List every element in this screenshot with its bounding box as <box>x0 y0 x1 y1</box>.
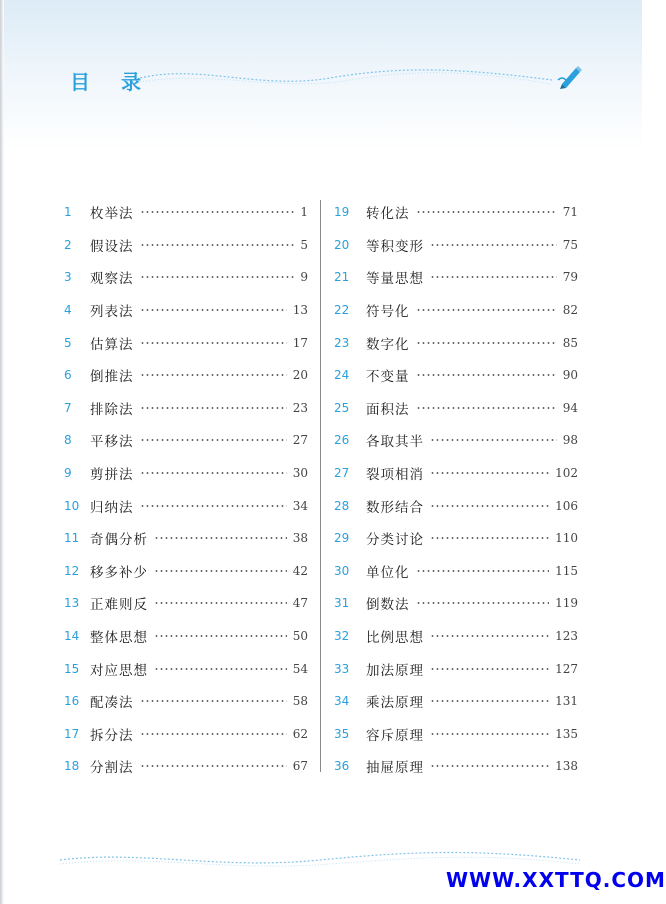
toc-entry-title: 加法原理 <box>366 662 424 679</box>
toc-entry-title: 剪拼法 <box>90 467 134 484</box>
toc-entry[interactable] <box>64 326 308 359</box>
toc-entry-page: 67 <box>292 759 308 774</box>
toc-entry-number: 17 <box>64 726 80 741</box>
toc-entry-title: 正难则反 <box>90 597 148 614</box>
toc-entry-page: 58 <box>292 694 308 709</box>
toc-entry[interactable] <box>334 652 578 685</box>
toc-entry-number: 31 <box>334 596 350 611</box>
toc-entry-number: 15 <box>64 661 80 676</box>
toc-entry[interactable] <box>334 457 578 490</box>
toc-entry[interactable] <box>334 196 578 229</box>
dot-leader <box>140 342 287 344</box>
toc-entry-number: 28 <box>334 498 350 513</box>
dot-leader <box>416 309 557 311</box>
toc-entry[interactable] <box>64 359 308 392</box>
dot-leader <box>416 374 557 376</box>
toc-entry-page: 17 <box>292 335 308 350</box>
toc-entry-page: 27 <box>292 433 308 448</box>
toc-entry-number: 16 <box>64 694 80 709</box>
dot-leader <box>154 635 287 637</box>
dot-leader <box>430 537 549 539</box>
toc-entry-page: 135 <box>555 726 578 741</box>
toc-column-left <box>64 196 308 783</box>
column-divider <box>320 200 321 772</box>
toc-entry-number: 23 <box>334 335 350 350</box>
toc-entry-number: 18 <box>64 759 80 774</box>
toc-entry-page: 115 <box>555 563 578 578</box>
toc-entry-number: 19 <box>334 205 350 220</box>
toc-entry-title: 观察法 <box>90 271 134 288</box>
toc-entry-number: 21 <box>334 270 350 285</box>
toc-entry[interactable] <box>334 489 578 522</box>
toc-entry-title: 转化法 <box>366 206 410 223</box>
toc-entry[interactable] <box>64 196 308 229</box>
toc-entry-title: 拆分法 <box>90 727 134 744</box>
toc-entry-page: 34 <box>292 498 308 513</box>
toc-entry-title: 倒推法 <box>90 369 134 386</box>
dot-leader <box>140 439 287 441</box>
toc-entry-number: 26 <box>334 433 350 448</box>
dot-leader <box>430 700 549 702</box>
dot-leader <box>416 407 557 409</box>
toc-entry-number: 8 <box>64 433 72 448</box>
toc-entry-page: 110 <box>555 531 578 546</box>
toc-entry[interactable] <box>334 294 578 327</box>
toc-entry[interactable] <box>64 294 308 327</box>
page-edge-shadow <box>0 0 4 904</box>
toc-entry[interactable] <box>64 457 308 490</box>
toc-entry-title: 归纳法 <box>90 499 134 516</box>
toc-column-right <box>334 196 578 783</box>
dot-leader <box>430 505 549 507</box>
toc-entry-title: 倒数法 <box>366 597 410 614</box>
toc-entry[interactable] <box>64 489 308 522</box>
toc-entry-title: 奇偶分析 <box>90 532 148 549</box>
toc-entry-page: 123 <box>555 629 578 644</box>
toc-entry-number: 7 <box>64 400 72 415</box>
toc-entry[interactable] <box>334 392 578 425</box>
toc-entry[interactable] <box>334 229 578 262</box>
toc-entry-number: 24 <box>334 368 350 383</box>
toc-entry-page: 79 <box>562 270 578 285</box>
toc-entry-title: 比例思想 <box>366 630 424 647</box>
toc-entry[interactable] <box>64 750 308 783</box>
toc-entry-page: 127 <box>555 661 578 676</box>
toc-entry-page: 106 <box>555 498 578 513</box>
toc-entry-number: 35 <box>334 726 350 741</box>
toc-entry-title: 不变量 <box>366 369 410 386</box>
toc-entry-number: 27 <box>334 466 350 481</box>
toc-entry[interactable] <box>334 424 578 457</box>
toc-entry-title: 对应思想 <box>90 662 148 679</box>
toc-entry-title: 乘法原理 <box>366 695 424 712</box>
toc-entry-page: 20 <box>292 368 308 383</box>
toc-entry[interactable] <box>334 359 578 392</box>
dot-leader <box>140 309 287 311</box>
dot-leader <box>154 570 287 572</box>
toc-entry-title: 配凑法 <box>90 695 134 712</box>
toc-entry-page: 138 <box>555 759 578 774</box>
dot-leader <box>430 668 549 670</box>
toc-entry-page: 62 <box>292 726 308 741</box>
toc-entry[interactable] <box>334 685 578 718</box>
toc-entry-page: 102 <box>555 466 578 481</box>
toc-entry[interactable] <box>64 587 308 620</box>
toc-entry-page: 13 <box>292 303 308 318</box>
toc-entry-page: 71 <box>562 205 578 220</box>
toc-entry-number: 20 <box>334 237 350 252</box>
dot-leader <box>140 244 295 246</box>
toc-entry[interactable] <box>64 522 308 555</box>
dot-leader <box>154 668 287 670</box>
dot-leader <box>140 733 287 735</box>
toc-entry-title: 数形结合 <box>366 499 424 516</box>
toc-entry-page: 75 <box>562 237 578 252</box>
toc-entry-number: 3 <box>64 270 72 285</box>
toc-entry-page: 131 <box>555 694 578 709</box>
toc-entry-title: 假设法 <box>90 238 134 255</box>
dot-leader <box>416 570 550 572</box>
toc-entry-number: 2 <box>64 237 72 252</box>
dot-leader <box>154 537 287 539</box>
toc-entry-page: 90 <box>562 368 578 383</box>
dot-leader <box>140 472 287 474</box>
toc-entry-page: 30 <box>292 466 308 481</box>
toc-entry-title: 移多补少 <box>90 564 148 581</box>
toc-entry-number: 1 <box>64 205 72 220</box>
toc-entry-number: 12 <box>64 563 80 578</box>
toc-entry-title: 面积法 <box>366 401 410 418</box>
toc-entry-number: 30 <box>334 563 350 578</box>
toc-entry[interactable] <box>334 718 578 751</box>
toc-entry-title: 容斥原理 <box>366 727 424 744</box>
toc-entry-page: 119 <box>555 596 578 611</box>
toc-entry-title: 分割法 <box>90 760 134 777</box>
toc-entry-page: 9 <box>300 270 308 285</box>
toc-entry-title: 分类讨论 <box>366 532 424 549</box>
toc-entry-page: 94 <box>562 400 578 415</box>
pencil-icon <box>556 62 584 90</box>
toc-entry[interactable] <box>334 522 578 555</box>
toc-entry-number: 14 <box>64 629 80 644</box>
toc-entry-number: 11 <box>64 531 80 546</box>
toc-entry-page: 1 <box>300 205 308 220</box>
toc-entry[interactable] <box>334 261 578 294</box>
toc-entry-title: 枚举法 <box>90 206 134 223</box>
toc-entry-page: 23 <box>292 400 308 415</box>
dot-leader <box>430 439 557 441</box>
toc-entry-number: 10 <box>64 498 80 513</box>
toc-entry[interactable] <box>64 652 308 685</box>
toc-entry-title: 符号化 <box>366 304 410 321</box>
toc-entry[interactable] <box>64 718 308 751</box>
toc-entry-number: 4 <box>64 303 72 318</box>
toc-entry-page: 5 <box>300 237 308 252</box>
toc-entry-number: 33 <box>334 661 350 676</box>
toc-entry-title: 等积变形 <box>366 238 424 255</box>
toc-entry-title: 平移法 <box>90 434 134 451</box>
toc-entry-number: 29 <box>334 531 350 546</box>
dot-leader <box>430 244 557 246</box>
toc-entry[interactable] <box>64 261 308 294</box>
header-wave-decoration <box>140 64 552 90</box>
dot-leader <box>430 765 549 767</box>
toc-entry-page: 54 <box>292 661 308 676</box>
toc-entry[interactable] <box>64 424 308 457</box>
toc-entry-title: 裂项相消 <box>366 467 424 484</box>
page-title: 目 录 <box>70 70 153 94</box>
toc-entry-title: 抽屉原理 <box>366 760 424 777</box>
toc-entry-title: 排除法 <box>90 401 134 418</box>
toc-entry[interactable] <box>64 555 308 588</box>
toc-entry-title: 等量思想 <box>366 271 424 288</box>
toc-entry-title: 列表法 <box>90 304 134 321</box>
toc-entry-number: 22 <box>334 303 350 318</box>
watermark-text: WWW.XXTTQ.COM <box>446 868 666 892</box>
toc-entry-page: 98 <box>562 433 578 448</box>
toc-entry[interactable] <box>64 620 308 653</box>
toc-entry[interactable] <box>64 685 308 718</box>
toc-entry-number: 25 <box>334 400 350 415</box>
toc-entry-page: 38 <box>292 531 308 546</box>
dot-leader <box>416 211 557 213</box>
dot-leader <box>416 342 557 344</box>
toc-entry-page: 85 <box>562 335 578 350</box>
toc-entry[interactable] <box>334 587 578 620</box>
toc-entry-title: 整体思想 <box>90 630 148 647</box>
toc-entry[interactable] <box>334 326 578 359</box>
toc-entry-page: 50 <box>292 629 308 644</box>
dot-leader <box>140 765 287 767</box>
toc-entry-page: 42 <box>292 563 308 578</box>
dot-leader <box>154 602 287 604</box>
dot-leader <box>140 211 295 213</box>
dot-leader <box>416 602 550 604</box>
dot-leader <box>430 276 557 278</box>
toc-entry[interactable] <box>334 750 578 783</box>
toc-entry-number: 13 <box>64 596 80 611</box>
dot-leader <box>430 472 549 474</box>
toc-entry-number: 6 <box>64 368 72 383</box>
toc-entry-page: 82 <box>562 303 578 318</box>
dot-leader <box>140 407 287 409</box>
dot-leader <box>140 700 287 702</box>
dot-leader <box>140 505 287 507</box>
dot-leader <box>140 374 287 376</box>
toc-entry-number: 34 <box>334 694 350 709</box>
toc-entry-title: 估算法 <box>90 336 134 353</box>
toc-entry[interactable] <box>334 555 578 588</box>
toc-entry[interactable] <box>334 620 578 653</box>
toc-entry-number: 36 <box>334 759 350 774</box>
toc-entry-number: 9 <box>64 466 72 481</box>
toc-entry[interactable] <box>64 392 308 425</box>
toc-entry[interactable] <box>64 229 308 262</box>
dot-leader <box>430 733 549 735</box>
toc-entry-title: 数字化 <box>366 336 410 353</box>
toc-entry-number: 5 <box>64 335 72 350</box>
dot-leader <box>140 276 295 278</box>
toc-entry-title: 各取其半 <box>366 434 424 451</box>
toc-entry-title: 单位化 <box>366 564 410 581</box>
dot-leader <box>430 635 549 637</box>
toc-entry-page: 47 <box>292 596 308 611</box>
toc-entry-number: 32 <box>334 629 350 644</box>
